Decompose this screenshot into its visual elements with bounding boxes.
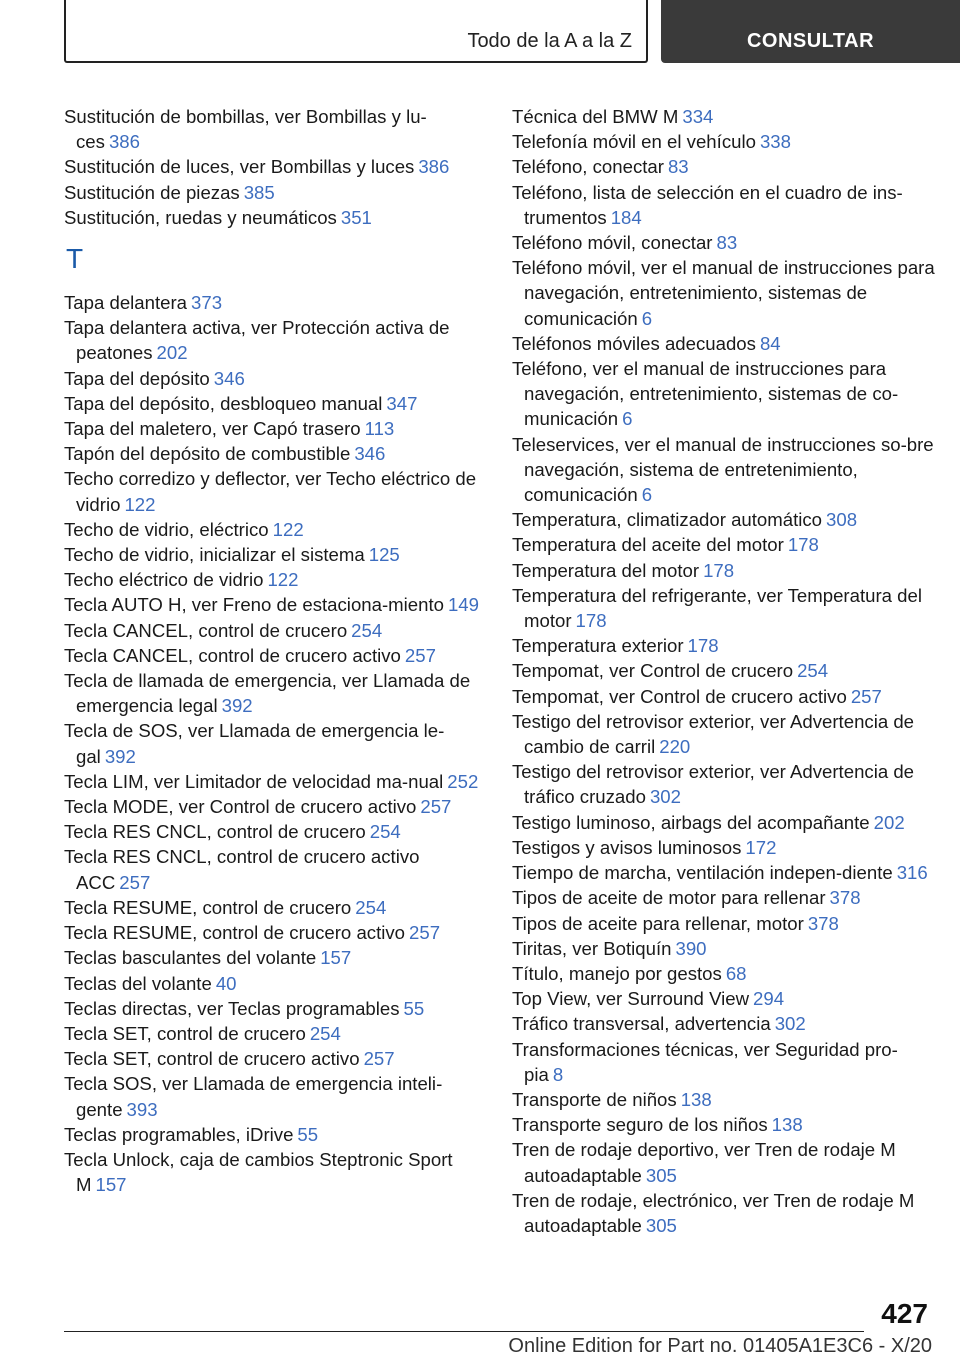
index-entry-text: Sustitución de piezas — [64, 181, 240, 203]
page-reference-link[interactable]: 6 — [641, 484, 653, 506]
index-entry — [512, 583, 936, 633]
index-letter-heading: T — [66, 243, 84, 275]
page-reference-link[interactable]: 302 — [774, 1013, 806, 1035]
index-entry — [512, 532, 936, 557]
page-reference-link[interactable]: 172 — [745, 836, 777, 858]
index-entry-text: Técnica del BMW M — [512, 106, 679, 127]
page-reference-link[interactable]: 393 — [126, 1098, 158, 1120]
page-reference-link[interactable]: 316 — [896, 862, 928, 884]
index-entry-text: Tapón del depósito de combustible — [64, 443, 351, 465]
index-entry-text: Techo de vidrio, inicializar el sistema — [64, 544, 365, 566]
page-reference-link[interactable]: 68 — [725, 962, 747, 984]
page-reference-link[interactable]: 8 — [552, 1063, 564, 1085]
index-entry-text: Tecla AUTO H, ver Freno de estaciona‐miento — [64, 594, 444, 616]
page-reference-link[interactable]: 392 — [221, 695, 253, 717]
index-entry-text: Tapa delantera activa, ver Protección activa de peatones — [64, 317, 450, 364]
section-title: Todo de la A a la Z — [467, 30, 632, 52]
page-reference-link[interactable]: 346 — [213, 367, 245, 389]
section-box — [64, 0, 648, 63]
page-reference-link[interactable]: 392 — [104, 745, 136, 767]
footer-divider — [64, 1331, 864, 1332]
index-entry — [64, 441, 484, 466]
index-entry — [64, 104, 484, 154]
page-reference-link[interactable]: 257 — [420, 796, 452, 818]
page-reference-link[interactable]: 257 — [404, 644, 436, 666]
index-entry — [64, 205, 484, 230]
consultar-tab-label: CONSULTAR — [746, 30, 875, 52]
index-entry-text: Techo de vidrio, eléctrico — [64, 518, 269, 540]
page-reference-link[interactable]: 252 — [447, 770, 479, 792]
page-reference-link[interactable]: 305 — [645, 1164, 677, 1186]
index-entry-text: Teclas directas, ver Teclas programables — [64, 997, 400, 1019]
page-reference-link[interactable]: 138 — [680, 1088, 712, 1110]
index-entry-text: Tapa del depósito, desbloqueo manual — [64, 392, 383, 414]
index-column-left — [64, 104, 484, 1197]
index-entry-text: Testigos y avisos luminosos — [512, 836, 742, 858]
page-reference-link[interactable]: 157 — [95, 1174, 127, 1196]
index-entry — [512, 835, 936, 860]
page-reference-link[interactable]: 202 — [156, 342, 188, 364]
index-entry — [512, 860, 936, 885]
page-reference-link[interactable]: 6 — [641, 307, 653, 329]
index-entry — [512, 129, 936, 154]
index-entry-text: Tecla LIM, ver Limitador de velocidad ma‐nual — [64, 770, 444, 792]
index-entry — [512, 255, 936, 331]
index-entry-text: Testigo del retrovisor exterior, ver Advertencia de cambio de carril — [512, 710, 915, 758]
index-entry — [64, 1021, 484, 1046]
page-reference-link[interactable]: 254 — [369, 821, 401, 843]
index-entry — [512, 104, 936, 129]
index-entry — [512, 658, 936, 683]
index-entry-text: Temperatura, climatizador automático — [512, 509, 823, 531]
page-reference-link[interactable]: 254 — [351, 619, 383, 641]
index-entry — [512, 432, 936, 508]
index-entry-text: Testigo del retrovisor exterior, ver Advertencia de tráfico cruzado — [512, 761, 915, 808]
index-entry-text: Testigo luminoso, airbags del acompañante — [512, 811, 870, 833]
index-entry — [64, 466, 484, 516]
index-entry — [512, 1137, 936, 1187]
index-entry-text: Tecla RESUME, control de crucero — [64, 896, 352, 918]
index-entry — [512, 1087, 936, 1112]
page-reference-link[interactable]: 178 — [575, 610, 607, 632]
index-entry — [64, 844, 484, 894]
page-reference-link[interactable]: 347 — [386, 392, 418, 414]
index-entry-text: Sustitución de luces, ver Bombillas y luces — [64, 156, 415, 178]
index-entry — [64, 920, 484, 945]
index-entry-text: Telefonía móvil en el vehículo — [512, 131, 756, 153]
index-entry-text: Tecla Unlock, caja de cambios Steptronic Sport M — [64, 1148, 453, 1196]
index-entry-text: Teléfono móvil, conectar — [512, 232, 713, 254]
index-entry — [64, 567, 484, 592]
page-reference-link[interactable]: 257 — [119, 871, 151, 893]
index-entry-text: Tecla RES CNCL, control de crucero activo ACC — [64, 846, 420, 893]
index-entry — [512, 1112, 936, 1137]
index-entry-text: Sustitución, ruedas y neumáticos — [64, 206, 337, 228]
index-entry-text: Teléfonos móviles adecuados — [512, 332, 756, 354]
index-entry-text: Teclas del volante — [64, 972, 212, 994]
page-reference-link[interactable]: 6 — [622, 408, 633, 430]
index-entry-text: Tren de rodaje deportivo, ver Tren de rodaje M autoadaptable — [512, 1139, 896, 1186]
page-reference-link[interactable]: 386 — [418, 156, 450, 178]
page-reference-link[interactable]: 385 — [243, 181, 275, 203]
index-entry — [512, 709, 936, 759]
index-entry-text: Temperatura del aceite del motor — [512, 534, 784, 556]
page-reference-link[interactable]: 351 — [340, 206, 372, 228]
page-reference-link[interactable]: 184 — [610, 206, 642, 228]
page-reference-link[interactable]: 113 — [364, 418, 395, 440]
index-entry — [512, 684, 936, 709]
index-entry-text: Tren de rodaje, electrónico, ver Tren de rodaje M autoadaptable — [512, 1189, 915, 1236]
index-entry — [512, 230, 936, 255]
page-reference-link[interactable]: 254 — [797, 660, 829, 682]
index-entry — [512, 356, 936, 432]
page-reference-link[interactable]: 55 — [403, 997, 425, 1019]
index-entry-text: Techo corredizo y deflector, ver Techo eléctrico de vidrio — [64, 468, 477, 515]
index-entry — [64, 668, 484, 718]
index-entry — [512, 154, 936, 179]
index-entry-text: Tiempo de marcha, ventilación indepen‐diente — [512, 862, 893, 884]
index-entry — [512, 810, 936, 835]
index-entry-text: Temperatura del refrigerante, ver Temperatura del motor — [512, 584, 922, 632]
index-entry — [64, 819, 484, 844]
index-column-right — [512, 104, 936, 1238]
index-entry — [64, 416, 484, 441]
index-entry — [64, 895, 484, 920]
index-entry-text: Título, manejo por gestos — [512, 962, 722, 984]
page-reference-link[interactable]: 305 — [645, 1214, 677, 1236]
index-entry-text: Tecla SOS, ver Llamada de emergencia inteli‐gente — [64, 1073, 443, 1120]
page-reference-link[interactable]: 122 — [267, 569, 299, 591]
index-entry — [64, 154, 484, 179]
index-entry-text: Tecla RES CNCL, control de crucero — [64, 821, 366, 843]
index-entry-text: Tapa del depósito — [64, 367, 210, 389]
page-reference-link[interactable]: 257 — [409, 922, 441, 944]
page-reference-link[interactable]: 83 — [667, 156, 689, 178]
index-entry — [64, 769, 484, 794]
index-entry — [64, 592, 484, 617]
index-entry — [512, 633, 936, 658]
index-entry-text: Tecla SET, control de crucero — [64, 1022, 306, 1044]
page-reference-link[interactable]: 254 — [355, 896, 387, 918]
page-reference-link[interactable]: 84 — [759, 332, 781, 354]
footer-edition: Online Edition for Part no. 01405A1E3C6 - X/20 — [508, 1335, 932, 1357]
index-entry — [64, 971, 484, 996]
index-entry-text: Transformaciones técnicas, ver Seguridad pro‐pia — [512, 1038, 898, 1085]
page-reference-link[interactable]: 83 — [716, 232, 738, 254]
index-entry — [512, 936, 936, 961]
index-entry-text: Tecla de llamada de emergencia, ver Llamada de emergencia legal — [64, 670, 471, 717]
index-entry-text: Transporte seguro de los niños — [512, 1114, 768, 1136]
index-entry-text: Temperatura del motor — [512, 559, 700, 581]
index-entry-text: Tecla CANCEL, control de crucero activo — [64, 644, 401, 666]
page-reference-link[interactable]: 338 — [759, 131, 791, 153]
page-reference-link[interactable]: 138 — [771, 1114, 803, 1136]
index-entry-text: Tecla CANCEL, control de crucero — [64, 619, 348, 641]
index-entry-text: Tecla MODE, ver Control de crucero activo — [64, 796, 417, 818]
index-entry — [64, 290, 484, 315]
page-reference-link[interactable]: 386 — [108, 131, 140, 153]
index-entry — [512, 961, 936, 986]
index-entry-text: Temperatura exterior — [512, 635, 684, 657]
index-entry — [64, 1147, 484, 1197]
page-header — [64, 0, 960, 66]
index-entry-text: Tipos de aceite de motor para rellenar — [512, 887, 826, 909]
index-entry — [512, 759, 936, 809]
index-entry — [64, 718, 484, 768]
page-reference-link[interactable]: 178 — [703, 559, 735, 581]
index-entry-text: Teclas programables, iDrive — [64, 1123, 294, 1145]
page-reference-link[interactable]: 378 — [807, 912, 839, 934]
index-entry — [512, 885, 936, 910]
index-entry — [512, 911, 936, 936]
page-reference-link[interactable]: 346 — [354, 443, 386, 465]
index-entry — [64, 391, 484, 416]
page-reference-link[interactable]: 55 — [297, 1123, 319, 1145]
page-reference-link[interactable]: 378 — [829, 887, 861, 909]
index-entry-text: Tráfico transversal, advertencia — [512, 1013, 771, 1035]
index-entry — [64, 996, 484, 1021]
index-entry-text: Tempomat, ver Control de crucero activo — [512, 685, 847, 707]
index-entry — [512, 1037, 936, 1087]
index-entry — [64, 794, 484, 819]
page-reference-link[interactable]: 202 — [873, 811, 905, 833]
page-reference-link[interactable]: 334 — [682, 106, 714, 127]
page-reference-link[interactable]: 308 — [826, 509, 858, 531]
index-entry-text: Teléfono, conectar — [512, 156, 664, 178]
index-entry-text: Teclas basculantes del volante — [64, 947, 317, 969]
index-entry-text: Tempomat, ver Control de crucero — [512, 660, 794, 682]
page-reference-link[interactable]: 257 — [363, 1048, 395, 1070]
index-entry-text: Tapa del maletero, ver Capó trasero — [64, 418, 361, 440]
index-entry-text: Tapa delantera — [64, 292, 188, 314]
index-entry — [64, 1122, 484, 1147]
page-reference-link[interactable]: 302 — [649, 786, 681, 808]
index-entry-text: Teléfono móvil, ver el manual de instrucciones para navegación, entretenimiento, sistemas de comunicación — [512, 257, 935, 329]
index-entry — [64, 315, 484, 365]
page-reference-link[interactable]: 294 — [753, 988, 785, 1010]
page-reference-link[interactable]: 178 — [787, 534, 819, 556]
index-entry — [64, 1046, 484, 1071]
index-entry-text: Tecla RESUME, control de crucero activo — [64, 922, 406, 944]
index-entry — [512, 1188, 936, 1238]
page-reference-link[interactable]: 390 — [675, 937, 707, 959]
index-entry-text: Sustitución de bombillas, ver Bombillas y lu‐ces — [64, 106, 427, 153]
index-entry-text: Tecla SET, control de crucero activo — [64, 1048, 360, 1070]
index-entry — [512, 331, 936, 356]
page-reference-link[interactable]: 254 — [309, 1022, 341, 1044]
page-reference-link[interactable]: 122 — [272, 518, 304, 540]
index-entry — [64, 366, 484, 391]
page-reference-link[interactable]: 220 — [659, 736, 691, 758]
page-reference-link[interactable]: 178 — [687, 635, 719, 657]
page-reference-link[interactable]: 40 — [215, 972, 237, 994]
index-entry — [512, 558, 936, 583]
index-entry — [64, 180, 484, 205]
index-entry — [512, 507, 936, 532]
index-entry — [512, 986, 936, 1011]
index-entry-text: Tipos de aceite para rellenar, motor — [512, 912, 804, 934]
index-entry — [512, 1011, 936, 1036]
index-entry — [512, 180, 936, 230]
page-reference-link[interactable]: 122 — [124, 493, 156, 515]
page-reference-link[interactable]: 157 — [320, 947, 352, 969]
index-entry — [64, 1071, 484, 1121]
index-entry-text: Top View, ver Surround View — [512, 988, 750, 1010]
consultar-tab[interactable] — [661, 0, 960, 63]
index-entry-text: Transporte de niños — [512, 1088, 677, 1110]
index-entry-text: Teléfono, lista de selección en el cuadro de ins‐trumentos — [512, 181, 903, 228]
index-entry-text: Teleservices, ver el manual de instrucciones so‐bre navegación, sistema de entretenimiento, comunicación — [512, 433, 934, 506]
page-reference-link[interactable]: 125 — [368, 544, 400, 566]
index-entry — [64, 643, 484, 668]
index-entry — [64, 542, 484, 567]
index-entry-text: Tecla de SOS, ver Llamada de emergencia le‐gal — [64, 720, 445, 767]
index-entry — [64, 517, 484, 542]
page-reference-link[interactable]: 149 — [447, 594, 479, 616]
index-entry-text: Teléfono, ver el manual de instrucciones para navegación, entretenimiento, sistemas de co‐municación — [512, 358, 899, 430]
page-reference-link[interactable]: 257 — [850, 685, 882, 707]
index-entry-text: Tiritas, ver Botiquín — [512, 937, 672, 959]
index-entry-text: Techo eléctrico de vidrio — [64, 569, 264, 591]
index-entry — [64, 618, 484, 643]
page-number: 427 — [881, 1298, 928, 1329]
index-entry — [64, 945, 484, 970]
page-reference-link[interactable]: 373 — [191, 292, 223, 314]
